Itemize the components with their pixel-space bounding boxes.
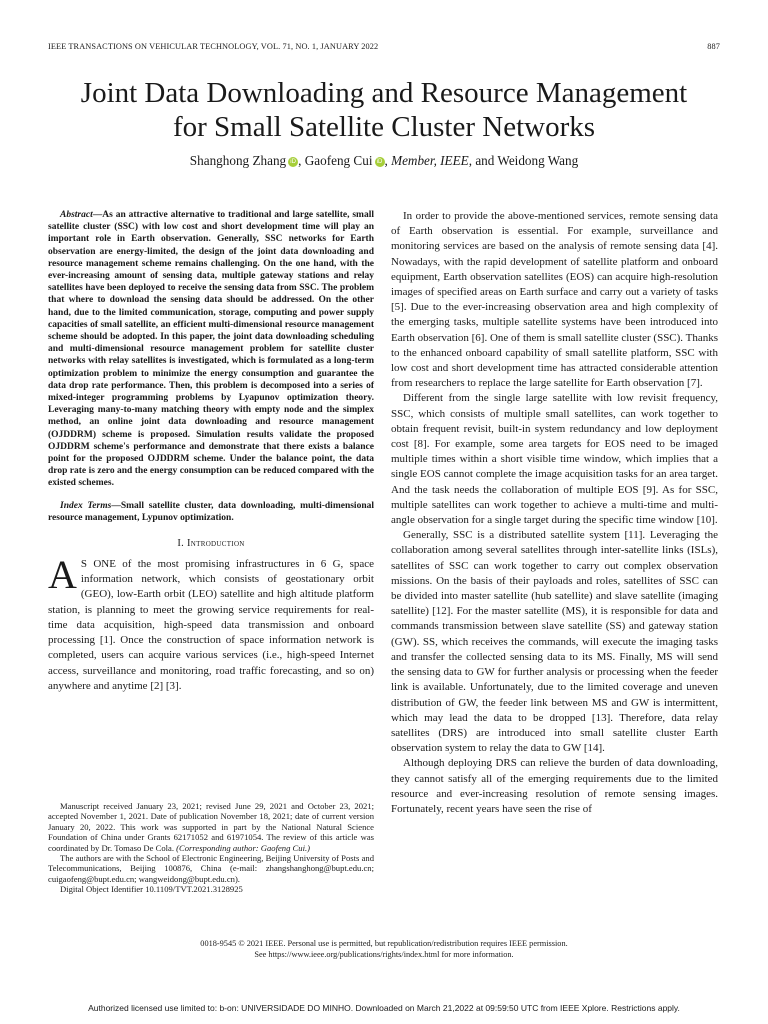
index-terms: [48, 500, 374, 524]
author-3-name: , and Weidong Wang: [468, 153, 579, 168]
page-number: 887: [707, 42, 720, 51]
footnote-affiliation: The authors are with the School of Electronic Engineering, Beijing University of Posts and Telecommunications, Beijing 100876, China (e-mail: zhangshanghong@bupt.edu.cn; cuigaofeng@bupt.edu.cn; wangweidong@bupt.edu.cn).: [48, 853, 374, 884]
title-line-2: for Small Satellite Cluster Networks: [172, 111, 596, 143]
section-heading: [48, 538, 374, 549]
copyright-notice: [40, 938, 728, 960]
abstract-label: Abstract: [60, 210, 93, 220]
author-membership: Member, IEEE: [391, 153, 469, 168]
section-number: I.: [177, 538, 185, 550]
right-column: [391, 209, 718, 817]
author-2-name: , Gaofeng Cui: [298, 153, 373, 168]
intro-paragraph-1: [48, 552, 374, 694]
author-list: [40, 153, 728, 169]
footnote-manuscript-text: Manuscript received January 23, 2021; revised June 29, 2021 and October 23, 2021; accepted November 1, 2021. Date of publication November 18, 2021; date of current version January 20, 2022. This work was supported in part by the National Natural Science Foundation of China under Grants 62171052 and 61971054. The review of this article was coordinated by Dr. Tomaso De Cola.: [48, 801, 374, 853]
author-separator: ,: [384, 153, 392, 168]
orcid-icon[interactable]: iD: [375, 157, 385, 167]
corresponding-author: (Corresponding author: Gaofeng Cui.): [176, 842, 310, 853]
intro-paragraph-5: Although deploying DRS can relieve the burden of data downloading, they cannot satisfy all of the emerging requirements due to the limited resource and ever-increasing resolution of remote sensing images. Fortunately, recent years have seen the rise of: [391, 757, 718, 815]
index-terms-label: Index Terms: [60, 500, 112, 511]
footnote-doi: Digital Object Identifier 10.1109/TVT.2021.3128925: [60, 884, 243, 895]
intro-paragraph-1-text: S ONE of the most promising infrastructures in 6 G, space information network, which consists of geostationary orbit (GEO), low-Earth orbit (LEO) satellite and high altitude platform station, is planning to meet the growing service requirements for real-time data acquisition, high-speed data transmission and onboard processing [1]. Once the construction of space information network is completed, users can acquire various services (i.e., high-speed Internet access, surveillance and monitoring, road traffic forecasting, and so on) anywhere and anytime [2] [3].: [48, 558, 374, 692]
intro-paragraph-3: Different from the single large satellite with low revisit frequency, SSC, which consists of multiple small satellites, can work together to obtain frequent revisit, built-in system redundancy and low deployment cost [8]. For example, some area targets for EOS need to be imaged multiple times within a short visible time window, which implies that a single EOS cannot complete the image acquisition tasks for an area target. And the task needs the collaboration of multiple EOS [9]. As for SSC, multiple satellites can work together to achieve a multi-time and multi-angle observation for a single target during the specific time window [10].: [391, 392, 718, 527]
license-notice: Authorized licensed use limited to: b-on: UNIVERSIDADE DO MINHO. Downloaded on March 21,2022 at 09:59:50 UTC from IEEE Xplore. Restrictions apply.: [88, 1003, 680, 1013]
intro-paragraph-2: In order to provide the above-mentioned services, remote sensing data of Earth observation is essential. For example, surveillance and monitoring services are based on the analysis of remote sensing data [4]. Nowadays, with the rapid development of satellite platform and onboard equipment, Earth observation satellites (EOS) can acquire high-resolution images of specified areas on Earth surface and carry out a variety of tasks [5]. Due to the ever-increasing observation area and high complexity of the emerging tasks, multiple satellite systems have been introduced into Earth observation [6]. One of them is small satellite cluster (SSC). Thanks to the enhanced onboard capability of small satellite platform, SSC with low cost and short development time has attracted considerable attention from researchers to replace the large satellite for Earth observation [7].: [391, 210, 718, 390]
copyright-line-2: See https://www.ieee.org/publications/rights/index.html for more information.: [254, 950, 514, 959]
copyright-line-1: 0018-9545 © 2021 IEEE. Personal use is permitted, but republication/redistribution requires IEEE permission.: [200, 939, 568, 948]
paper-title: [40, 76, 728, 144]
journal-header: IEEE TRANSACTIONS ON VEHICULAR TECHNOLOGY, VOL. 71, NO. 1, JANUARY 2022: [48, 42, 379, 51]
footnote: [48, 801, 374, 895]
drop-cap: A: [48, 552, 77, 598]
abstract-text: —As an attractive alternative to traditional and large satellite, small satellite cluster (SSC) with low cost and short development time will play an important role in Earth observation. Generally, SSC networks for Earth observation are energy-limited, the design of the joint data downloading and resource management scheme remains challenging. On the one hand, with the ever-increasing amount of sensing data, multiple gateway stations and relay satellites have been deployed to receive the sensing data from SSC. The problem that where to download the sensing data should be addressed. On the other hand, due to the limited communication, storage, computing and power supply capacities of small satellite, an efficient multi-dimensional resource management scheme should be adopted. In this paper, the joint data downloading scheduling and multi-dimensional resource management problem for satellite cluster networks with relay satellites is investigated, which is formulated as a long-term optimization problem to minimize the energy consumption and guarantee the data drop rate performance. Then, this problem is decomposed into a series of mixed-integer programming problems by Lyapunov optimization theory. Leveraging many-to-many matching theory with empty node and the simplex method, an online joint data downloading and resource management (OJDDRM) scheme is proposed. Simulation results validate the proposed OJDDRM scheme's performance and demonstrate that there exists a balance point for the proposed OJDDRM scheme. Under the balance point, the data drop rate is zero and the energy consumption can be reduced compared with the existed schemes.: [48, 210, 374, 489]
left-column: [48, 209, 374, 694]
section-title: Introduction: [187, 538, 245, 550]
author-1-name: Shanghong Zhang: [189, 153, 287, 168]
intro-paragraph-4: Generally, SSC is a distributed satellite system [11]. Leveraging the collaboration among several satellites through inter-satellite links (ISLs), satellites of SSC can work together to carry out complex observation missions. On the basis of their payloads and roles, satellites of SSC can be divided into master satellite (hub satellite) and slave satellite (imaging satellite) [12]. For the master satellite (MS), it is responsible for data and commands transmission between slave satellite (SS) and gateway station (GW). SS, which receives the commands, will execute the imaging tasks and transfer the collected sensing data to its MS. Finally, MS will send the sensing data to GW for further analysis or processing when the feeder link is available. Unfortunately, due to the limited coverage and uneven distribution of GW, the feeder link between MS and GW is intermittent, which may lead the data to be dropped [13]. Therefore, data relay satellites (DRS) are introduced into small satellite cluster Earth observation system to relay the data to GW [14].: [391, 529, 718, 755]
index-terms-text: —Small satellite cluster, data downloading, multi-dimensional resource management, Lypunov optimization.: [48, 500, 374, 523]
abstract: [48, 209, 374, 490]
title-line-1: Joint Data Downloading and Resource Management: [80, 77, 688, 109]
orcid-icon[interactable]: iD: [288, 157, 298, 167]
footnote-manuscript: [48, 801, 374, 853]
